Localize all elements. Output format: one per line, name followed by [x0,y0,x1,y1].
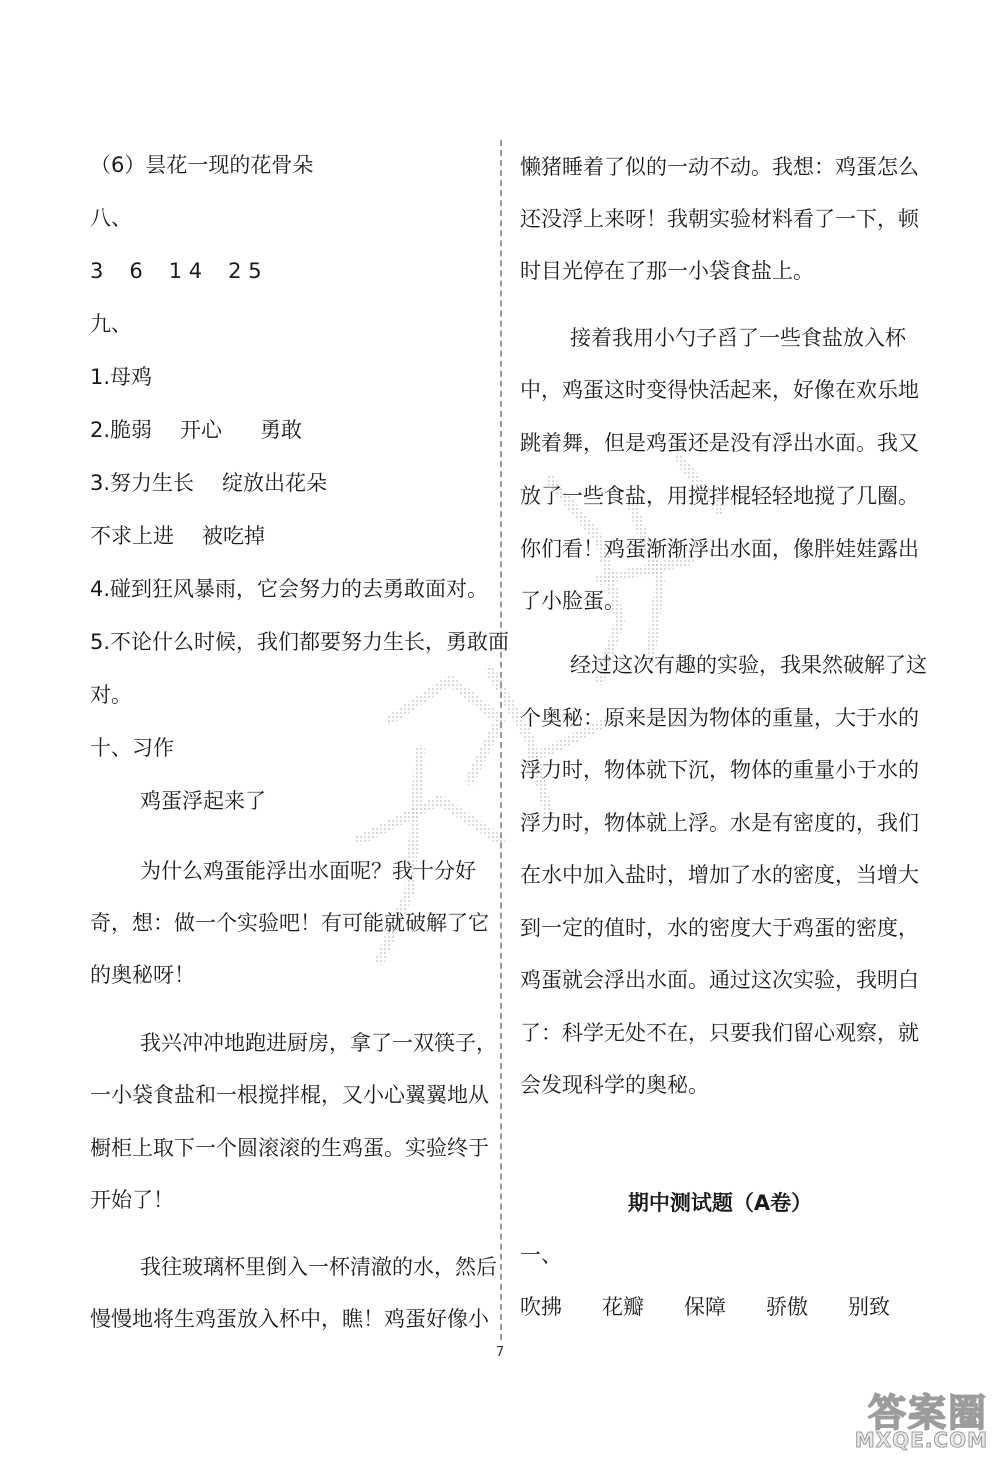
answer-word: 开心 [180,418,223,442]
answer-word: 绽放出花朵 [222,471,328,495]
order-value: 6 [129,259,143,283]
essay-line: 放了一些食盐，用搅拌棍轻轻地搅了几圈。 [520,484,919,508]
answer-word: 被吃掉 [202,524,265,548]
essay-line: 开始了！ [90,1188,174,1212]
answer-q4: 4.碰到狂风暴雨，它会努力的去勇敢面对。 [90,577,489,601]
word-item: 吹拂 [520,1295,562,1319]
essay-line: 一小袋食盐和一根搅拌棍，又小心翼翼地从 [90,1083,489,1107]
answer-q5-line2: 对。 [90,683,132,707]
essay-line: 我往玻璃杯里倒入一杯清澈的水，然后 [140,1255,497,1279]
answer-word: 3.努力生长 [90,471,195,495]
essay-line: 我兴冲冲地跑进厨房，拿了一双筷子， [140,1031,497,1055]
answer-word: 勇敢 [260,418,303,442]
exam-title: 期中测试题（A卷） [627,1191,813,1215]
order-value: 2 5 [228,259,262,283]
essay-line: 浮力时，物体就下沉，物体的重量小于水的 [520,758,919,782]
essay-line: 了小脸蛋。 [520,589,625,613]
answer-q5-line1: 5.不论什么时候，我们都要努力生长，勇敢面 [90,630,510,654]
essay-line: 慢慢地将生鸡蛋放入杯中，瞧！鸡蛋好像小 [90,1307,489,1331]
answer-word: 不求上进 [90,524,174,548]
essay-line: 到一定的值时，水的密度大于鸡蛋的密度， [520,916,919,940]
section-1-label: 一、 [520,1243,562,1267]
essay-line: 在水中加入盐时，增加了水的密度，当增大 [520,863,919,887]
site-logo [768,1382,988,1452]
essay-line: 个奥秘：原来是因为物体的重量，大于水的 [520,706,919,730]
answer-q3 [90,468,327,498]
essay-line: 橱柜上取下一个圆滚滚的生鸡蛋。实验终于 [90,1136,489,1160]
word-item: 别致 [848,1295,890,1319]
essay-line: 你们看！鸡蛋渐渐浮出水面，像胖娃娃露出 [520,537,919,561]
answer-q1: 1.母鸡 [90,365,153,389]
answer-item-6: （6）昙花一现的花骨朵 [90,153,314,177]
essay-line: 时目光停在了那一小袋食盐上。 [520,259,814,283]
word-item: 花瓣 [602,1295,644,1319]
essay-line: 中，鸡蛋这时变得快活起来，好像在欢乐地 [520,378,919,402]
section-10-label: 十、习作 [90,736,174,760]
essay-line: 奇，想：做一个实验吧！有可能就破解了它 [90,911,489,935]
answer-q2 [90,415,302,445]
page-number: 7 [495,1345,505,1360]
section-8-order [90,256,262,286]
order-value: 3 [90,259,104,283]
answer-word: 2.脆弱 [90,418,153,442]
essay-line: 会发现科学的奥秘。 [520,1073,709,1097]
section-9-label: 九、 [90,312,132,336]
order-value: 1 4 [168,259,203,283]
section-8-label: 八、 [90,206,132,230]
essay-line: 鸡蛋就会浮出水面。通过这次实验，我明白 [520,968,919,992]
essay-line: 为什么鸡蛋能浮出水面呢？我十分好 [140,859,476,883]
essay-line: 了：科学无处不在，只要我们留心观察，就 [520,1021,919,1045]
essay-line: 的奥秘呀！ [90,963,195,987]
answer-q3b [90,521,265,551]
essay-line: 跳着舞，但是鸡蛋还是没有浮出水面。我又 [520,431,919,455]
word-list [520,1292,890,1322]
logo-site-text: MXQE.COM [854,1428,988,1452]
essay-title: 鸡蛋浮起来了 [140,789,266,813]
logo-mark: 答案圈 [867,1391,988,1435]
essay-line: 经过这次有趣的实验，我果然破解了这 [570,653,927,677]
essay-line: 浮力时，物体就上浮。水是有密度的，我们 [520,811,919,835]
word-item: 保障 [684,1295,726,1319]
essay-line: 接着我用小勺子舀了一些食盐放入杯 [570,326,906,350]
word-item: 骄傲 [766,1295,808,1319]
essay-line: 还没浮上来呀！我朝实验材料看了一下，顿 [520,207,919,231]
essay-line: 懒猪睡着了似的一动不动。我想：鸡蛋怎么 [520,155,919,179]
